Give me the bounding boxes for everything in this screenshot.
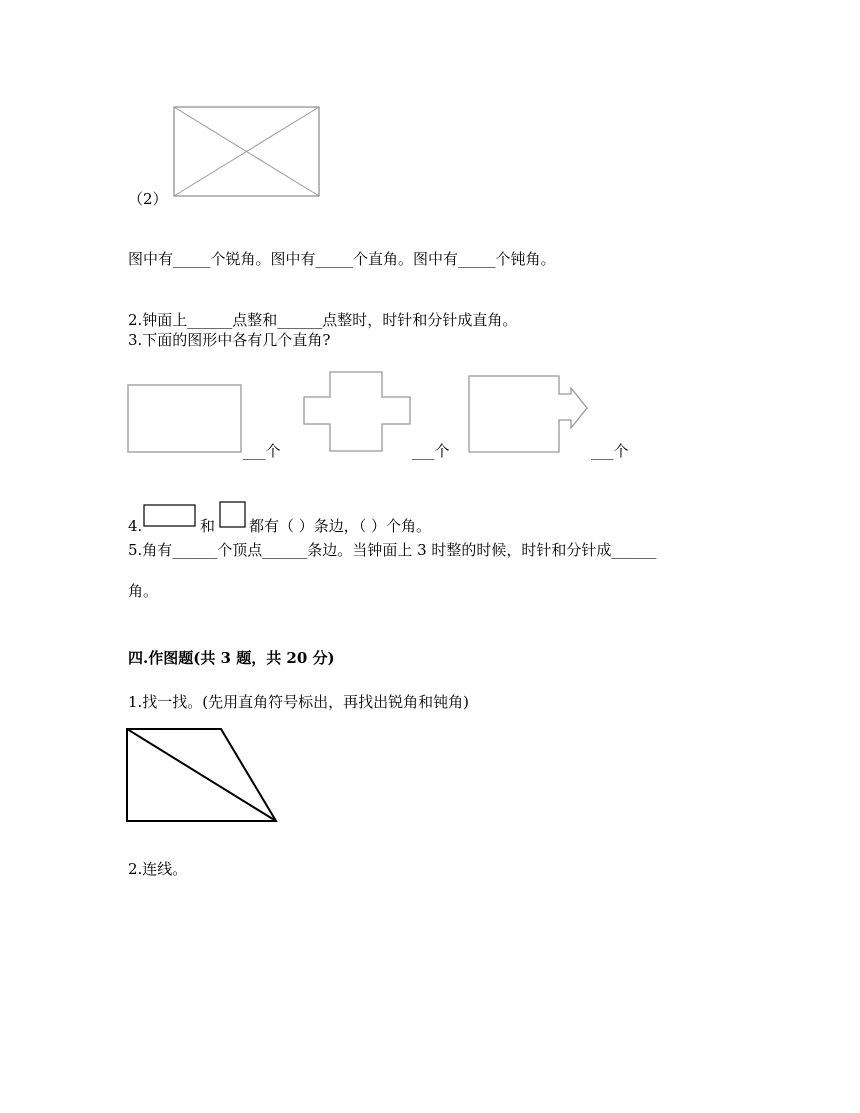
question-4-text: 都有（ ）条边，（ ）个角。 (249, 517, 432, 535)
trapezoid-with-diagonal-figure (125, 727, 281, 825)
rectangle-answer: ___个 (243, 442, 281, 460)
section-4-question-1: 1.找一找。(先用直角符号标出，再找出锐角和钝角) (128, 693, 470, 711)
question-4-and: 和 (200, 517, 216, 535)
section-4-heading: 四.作图题(共 3 题，共 20 分) (128, 649, 335, 667)
section-4-question-2: 2.连线。 (128, 860, 188, 878)
question-5-line-1: 5.角有______个顶点______条边。当钟面上 3 时整的时候，时针和分针成______ (128, 541, 657, 559)
rectangle-with-diagonals-figure (172, 106, 322, 198)
rectangle-shape (127, 384, 243, 454)
question-4-number: 4. (128, 517, 143, 535)
question-5-line-2: 角。 (128, 582, 159, 600)
sub-question-label: （2） (128, 190, 168, 208)
arrow-rectangle-answer: ___个 (591, 442, 629, 460)
angle-count-question: 图中有_____个锐角。图中有_____个直角。图中有_____个钝角。 (128, 250, 556, 268)
cross-shape (302, 370, 414, 454)
square-icon (219, 501, 247, 529)
question-2-clock: 2.钟面上______点整和______点整时，时针和分针成直角。 (128, 311, 518, 329)
cross-answer: ___个 (412, 442, 450, 460)
question-3-right-angles: 3.下面的图形中各有几个直角? (128, 331, 331, 349)
wide-rectangle-icon (143, 504, 197, 528)
arrow-rectangle-shape (467, 374, 593, 454)
